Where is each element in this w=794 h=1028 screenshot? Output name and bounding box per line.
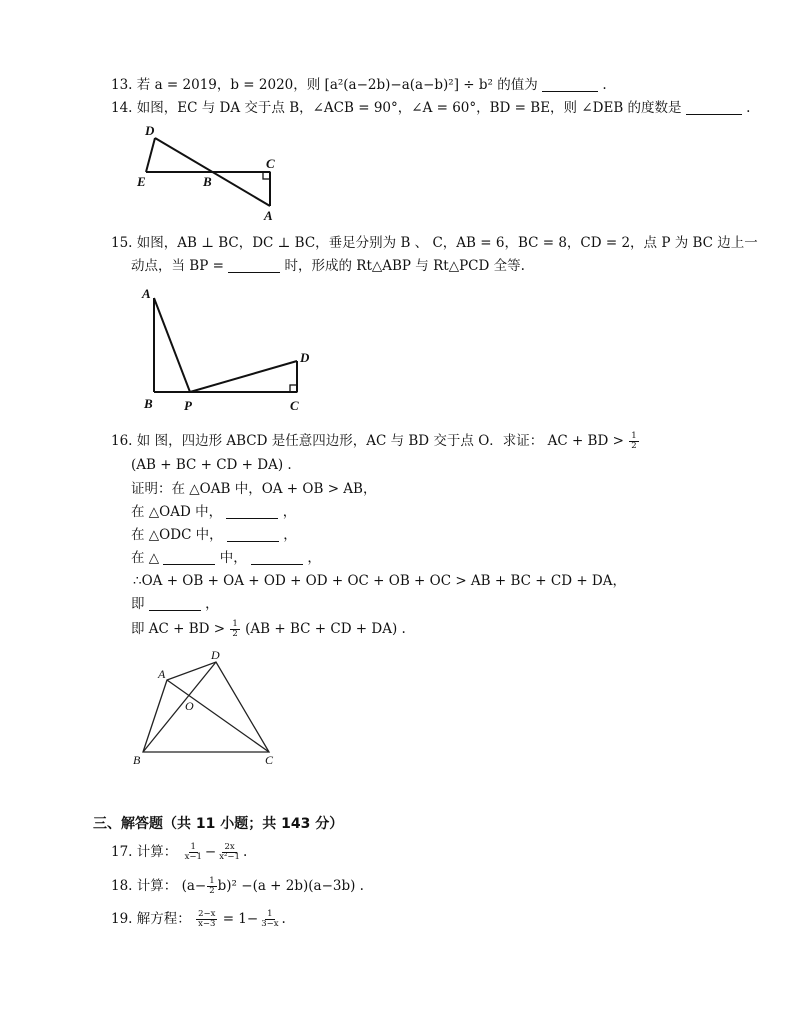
label-p: P (184, 398, 192, 413)
question-13: 13. 若 a = 2019，b = 2020，则 [a²(a−2b)−a(a−b)²] ÷ b² 的值为 . (111, 77, 607, 93)
proof-line-6: 即 ， (131, 596, 219, 612)
question-text: 如图，EC 与 DA 交于点 B，∠ACB = 90°，∠A = 60°，BD = BE，则 ∠DEB 的度数是 (136, 100, 682, 116)
question-number: 17. (111, 844, 133, 860)
label-c: C (266, 156, 275, 171)
fraction-one-half: $\frac{1}{2}$ (232, 619, 238, 639)
label-o: O (185, 699, 194, 713)
fraction: $\frac{1}{x-1}$ (184, 842, 202, 862)
question-text: 如图，AB ⊥ BC，DC ⊥ BC，垂足分别为 B 、 C，AB = 6，BC = 8，CD = 2，点 P 为 BC 边上一 (136, 235, 758, 251)
question-17: 17. 计算： $\frac{1}{x-1}$ − $\frac{2x}{\text{x²−1}}$ . (111, 842, 248, 862)
question-15-line-2: 动点，当 BP = 时，形成的 Rt△ABP 与 Rt△PCD 全等. (131, 258, 525, 274)
label-a: A (264, 208, 273, 223)
proof-line-3: 在 △ODC 中， ， (131, 527, 297, 543)
question-number: 19. (111, 911, 133, 927)
fraction: $\frac{1}{2}$ (209, 876, 215, 896)
label-c: C (290, 398, 299, 413)
diagonal-ac (167, 680, 269, 752)
fraction-one-half: $\frac{1}{2}$ (631, 431, 637, 451)
proof-line-4: 在 △ 中， ， (131, 550, 321, 566)
proof-line-5: ∴OA + OB + OA + OD + OD + OC + OB + OC > AB + BC + CD + DA， (133, 573, 627, 589)
question-text: 如 图，四边形 ABCD 是任意四边形，AC 与 BD 交于点 O．求证： AC + BD > (136, 433, 624, 449)
label-d: D (145, 123, 155, 138)
label-b: B (203, 174, 212, 189)
fraction: $\frac{2-x}{x-3}$ (198, 909, 216, 929)
label-a: A (142, 286, 151, 301)
proof-line-7: 即 AC + BD > $\frac{1}{2}$ (AB + BC + CD + DA) . (131, 619, 406, 639)
label-b: B (144, 396, 153, 411)
question-number: 18. (111, 878, 133, 894)
question-18: 18. 计算： (a− $\frac{1}{2}$ b)² −(a + 2b)(a−3b) . (111, 876, 364, 896)
proof-line-2: 在 △OAD 中， ， (131, 504, 297, 520)
fraction: $\frac{1}{3-x}$ (261, 909, 279, 929)
fraction: $\frac{2x}{\text{x²−1}}$ (219, 842, 240, 862)
question-number: 15. (111, 235, 133, 251)
question-16-line-2: (AB + BC + CD + DA) . (131, 457, 292, 473)
question-19: 19. 解方程： $\frac{2-x}{x-3}$ = 1− $\frac{1}{3-x}$ . (111, 909, 286, 929)
proof-line-1: 证明：在 △OAB 中，OA + OB > AB， (131, 481, 377, 497)
label-d: D (300, 350, 310, 365)
label-b: B (133, 753, 141, 767)
label-d: D (211, 648, 220, 662)
label-e: E (137, 174, 146, 189)
question-number: 16. (111, 433, 133, 449)
question-14: 14. 如图，EC 与 DA 交于点 B，∠ACB = 90°，∠A = 60°，BD = BE，则 ∠DEB 的度数是 . (111, 100, 751, 116)
question-number: 13. (111, 77, 133, 93)
question-text: 若 a = 2019，b = 2020，则 [a²(a−2b)−a(a−b)²] ÷ b² 的值为 (136, 77, 538, 93)
label-a: A (158, 667, 166, 681)
label-c: C (265, 753, 274, 767)
question-number: 14. (111, 100, 133, 116)
section-heading: 三、解答题（共 11 小题；共 143 分） (93, 816, 344, 832)
